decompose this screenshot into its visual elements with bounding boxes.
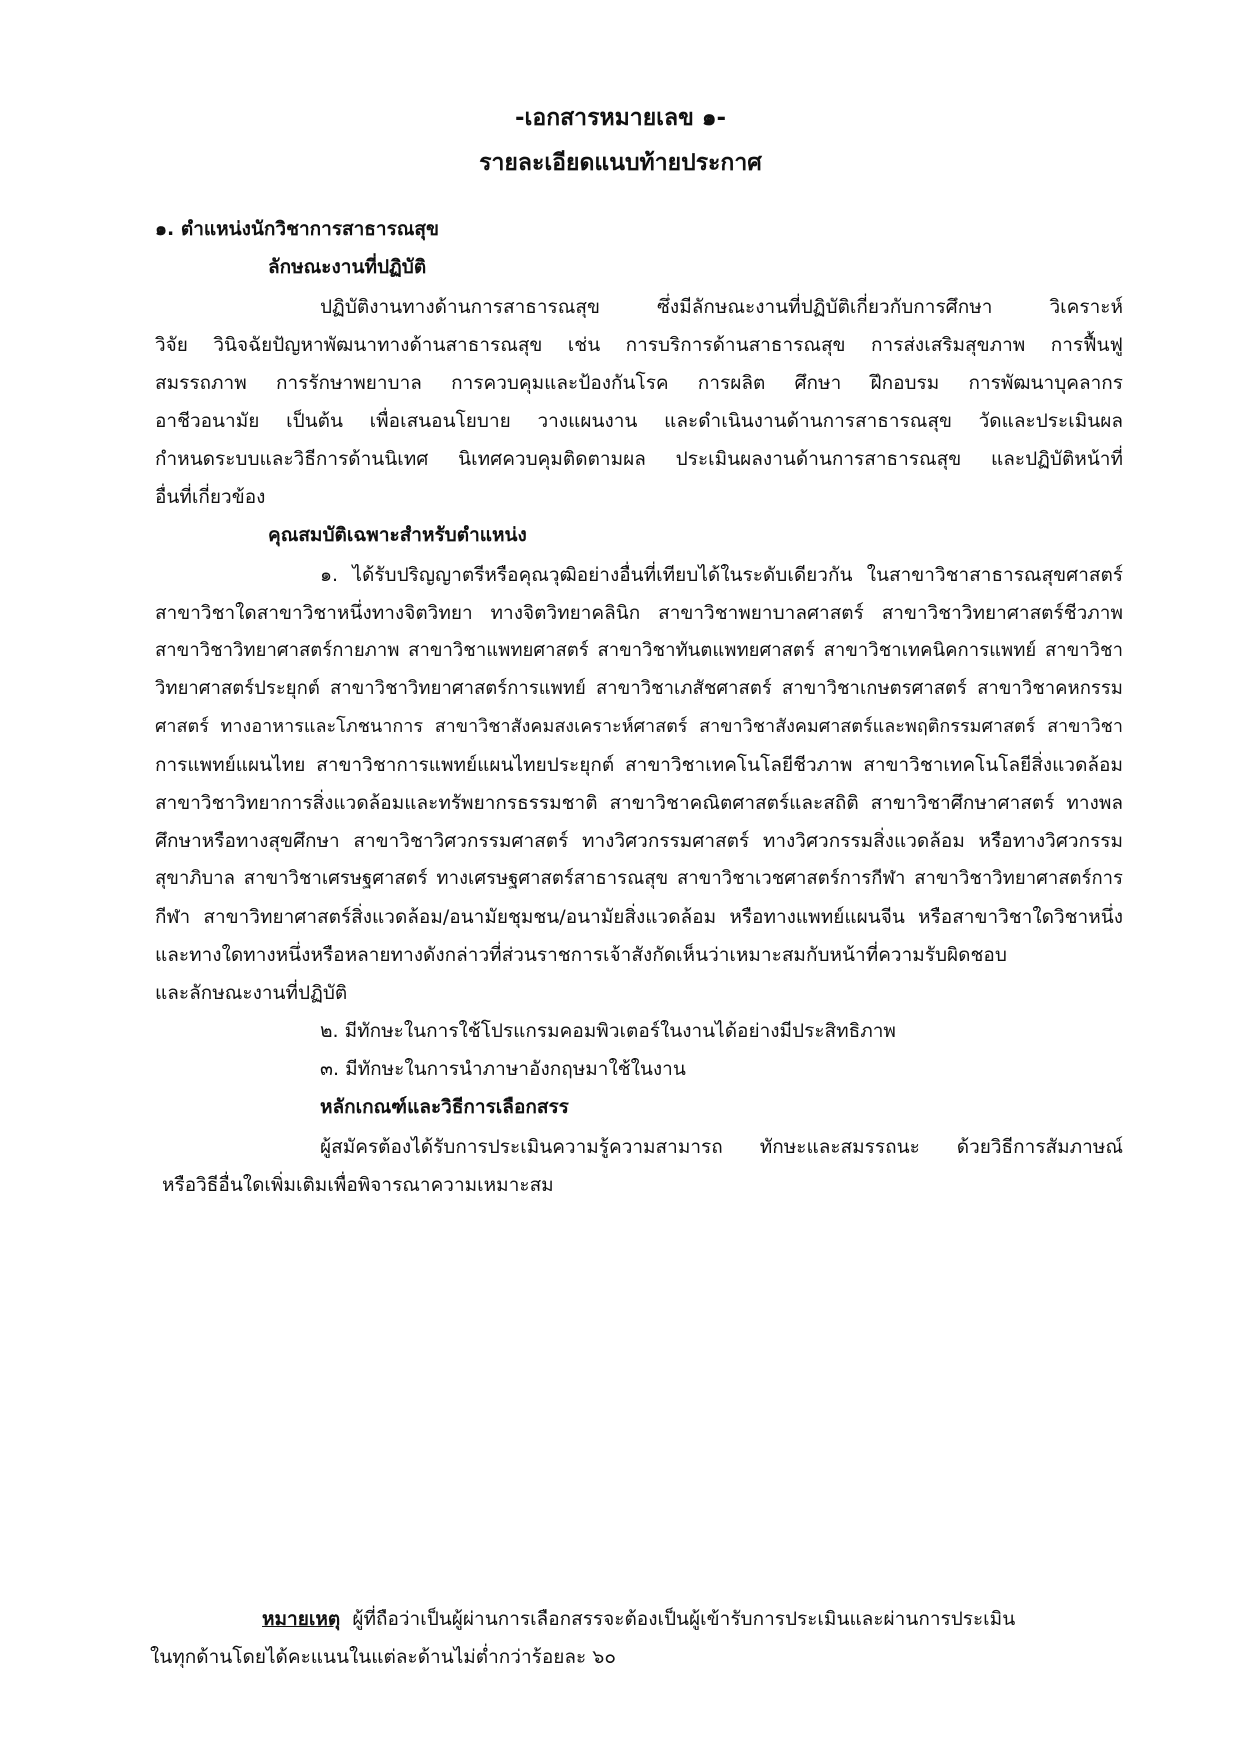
qualification-line: สาขาวิชาวิทยาการสิ่งแวดล้อมและทรัพยากรธรรมชาติ สาขาวิชาคณิตศาสตร์และสถิติ สาขาวิชาศึกษาศาสตร์ ทางพล	[155, 792, 1123, 814]
duties-line: อื่นที่เกี่ยวข้อง	[155, 486, 266, 508]
duties-heading: ลักษณะงานที่ปฏิบัติ	[268, 256, 427, 278]
qualification-line: กีฬา สาขาวิทยาศาสตร์สิ่งแวดล้อม/อนามัยชุมชน/อนามัยสิ่งแวดล้อม หรือทางแพทย์แผนจีน หรือสาขาวิชาใดวิชาหนึ่ง	[155, 906, 1123, 928]
duties-line: กำหนดระบบและวิธีการด้านนิเทศ นิเทศควบคุมติดตามผล ประเมินผลงานด้านการสาธารณสุข และปฏิบัติหน้าที่	[155, 448, 1123, 470]
qualification-line: และทางใดทางหนึ่งหรือหลายทางดังกล่าวที่ส่วนราชการเจ้าสังกัดเห็นว่าเหมาะสมกับหน้าที่ความรับผิดชอบ	[155, 944, 1007, 966]
selection-line: หรือวิธีอื่นใดเพิ่มเติมเพื่อพิจารณาความเหมาะสม	[162, 1174, 554, 1196]
doc-subtitle: รายละเอียดแนบท้ายประกาศ	[479, 150, 762, 176]
qualification-line: ศาสตร์ ทางอาหารและโภชนาการ สาขาวิชาสังคมสงเคราะห์ศาสตร์ สาขาวิชาสังคมศาสตร์และพฤติกรรมศาสตร์ สาขาวิชา	[155, 716, 1123, 737]
qualification-line: การแพทย์แผนไทย สาขาวิชาการแพทย์แผนไทยประยุกต์ สาขาวิชาเทคโนโลยีชีวภาพ สาขาวิชาเทคโนโลยีสิ่งแวดล้อม	[155, 754, 1123, 776]
duties-line: สมรรถภาพ การรักษาพยาบาล การควบคุมและป้องกันโรค การผลิต ศึกษา ฝึกอบรม การพัฒนาบุคลากร	[155, 372, 1123, 394]
position-heading: ๑. ตำแหน่งนักวิชาการสาธารณสุข	[155, 218, 439, 240]
duties-line: วิจัย วินิจฉัยปัญหาพัฒนาทางด้านสาธารณสุข เช่น การบริการด้านสาธารณสุข การส่งเสริมสุขภาพ การฟื้นฟู	[155, 334, 1123, 356]
note-line-1	[262, 1600, 1015, 1638]
qualification-3: ๓. มีทักษะในการนำภาษาอังกฤษมาใช้ในงาน	[320, 1058, 686, 1080]
qualification-line: สาขาวิชาวิทยาศาสตร์กายภาพ สาขาวิชาแพทยศาสตร์ สาขาวิชาทันตแพทยศาสตร์ สาขาวิชาเทคนิคการแพทย์ สาขาวิชา	[155, 640, 1123, 661]
qualifications-heading: คุณสมบัติเฉพาะสำหรับตำแหน่ง	[268, 524, 527, 546]
doc-number: -เอกสารหมายเลข ๑-	[515, 105, 726, 131]
note-text: ผู้ที่ถือว่าเป็นผู้ผ่านการเลือกสรรจะต้องเป็นผู้เข้ารับการประเมินและผ่านการประเมิน	[352, 1608, 1016, 1630]
selection-line: ผู้สมัครต้องได้รับการประเมินความรู้ความสามารถ ทักษะและสมรรถนะ ด้วยวิธีการสัมภาษณ์	[320, 1136, 1123, 1158]
duties-line: ปฏิบัติงานทางด้านการสาธารณสุข ซึ่งมีลักษณะงานที่ปฏิบัติเกี่ยวกับการศึกษา วิเคราะห์	[320, 296, 1123, 318]
qualification-line: วิทยาศาสตร์ประยุกต์ สาขาวิชาวิทยาศาสตร์การแพทย์ สาขาวิชาเภสัชศาสตร์ สาขาวิชาเกษตรศาสตร์ สาขาวิชาคหกรรม	[155, 678, 1123, 699]
duties-line: อาชีวอนามัย เป็นต้น เพื่อเสนอนโยบาย วางแผนงาน และดำเนินงานด้านการสาธารณสุข วัดและประเมินผล	[155, 410, 1123, 432]
note-label: หมายเหตุ	[262, 1608, 341, 1630]
selection-heading: หลักเกณฑ์และวิธีการเลือกสรร	[320, 1096, 569, 1118]
note-line-2: ในทุกด้านโดยได้คะแนนในแต่ละด้านไม่ต่ำกว่าร้อยละ ๖๐	[150, 1646, 616, 1668]
qualification-line: ๑. ได้รับปริญญาตรีหรือคุณวุฒิอย่างอื่นที่เทียบได้ในระดับเดียวกัน ในสาขาวิชาสาธารณสุขศาสตร์	[320, 564, 1123, 586]
qualification-2: ๒. มีทักษะในการใช้โปรแกรมคอมพิวเตอร์ในงานได้อย่างมีประสิทธิภาพ	[320, 1020, 896, 1042]
qualification-line: ศึกษาหรือทางสุขศึกษา สาขาวิชาวิศวกรรมศาสตร์ ทางวิศวกรรมศาสตร์ ทางวิศวกรรมสิ่งแวดล้อม หรือทางวิศวกรรม	[155, 830, 1123, 852]
qualification-line: สุขาภิบาล สาขาวิชาเศรษฐศาสตร์ ทางเศรษฐศาสตร์สาธารณสุข สาขาวิชาเวชศาสตร์การกีฬา สาขาวิชาวิทยาศาสตร์การ	[155, 868, 1123, 889]
qualification-line: สาขาวิชาใดสาขาวิชาหนึ่งทางจิตวิทยา ทางจิตวิทยาคลินิก สาขาวิชาพยาบาลศาสตร์ สาขาวิชาวิทยาศาสตร์ชีวภาพ	[155, 602, 1123, 624]
qualification-line: และลักษณะงานที่ปฏิบัติ	[155, 982, 348, 1004]
